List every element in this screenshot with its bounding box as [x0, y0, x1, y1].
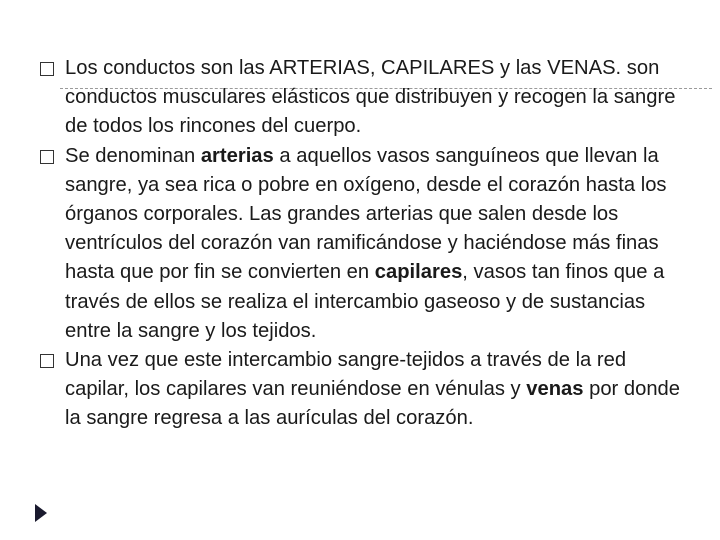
bullet-item	[40, 346, 690, 434]
bullet-list	[40, 54, 690, 434]
text-segment: a aquellos vasos sanguíneos que llevan la sangre, ya sea rica o pobre en oxígeno, desde el corazón hasta los órganos corporales. Las grandes arterias que salen desde los ventrículos del corazón van ramificándose y haciéndose más finas hasta que por fin se convierten en	[65, 144, 667, 284]
bold-term-capilares: capilares	[374, 261, 463, 284]
square-bullet-icon	[40, 354, 54, 368]
bullet-text	[65, 349, 680, 429]
bullet-item	[40, 54, 690, 142]
square-bullet-icon	[40, 62, 54, 76]
bold-term-venas: venas	[526, 378, 584, 401]
play-arrow-icon[interactable]	[35, 504, 47, 522]
bold-term-arterias: arterias	[200, 144, 274, 167]
text-segment: Los conductos son las ARTERIAS, CAPILARES y las VENAS. son conductos musculares elásticos que distribuyen y recogen la sangre de todos los rincones del cuerpo.	[65, 57, 676, 138]
text-segment: Una vez que este intercambio sangre-tejidos a través de la red capilar, los capilares van reuniéndose en vénulas y	[65, 349, 627, 401]
text-segment: , vasos tan finos que a través de ellos se realiza el intercambio gaseoso y de sustancias entre la sangre y los tejidos.	[65, 261, 665, 342]
bullet-item	[40, 142, 690, 346]
bullet-text	[65, 145, 667, 342]
square-bullet-icon	[40, 150, 54, 164]
text-segment: por donde la sangre regresa a las aurículas del corazón.	[65, 378, 681, 430]
text-segment: Se denominan	[65, 144, 201, 167]
bullet-text	[65, 57, 675, 137]
